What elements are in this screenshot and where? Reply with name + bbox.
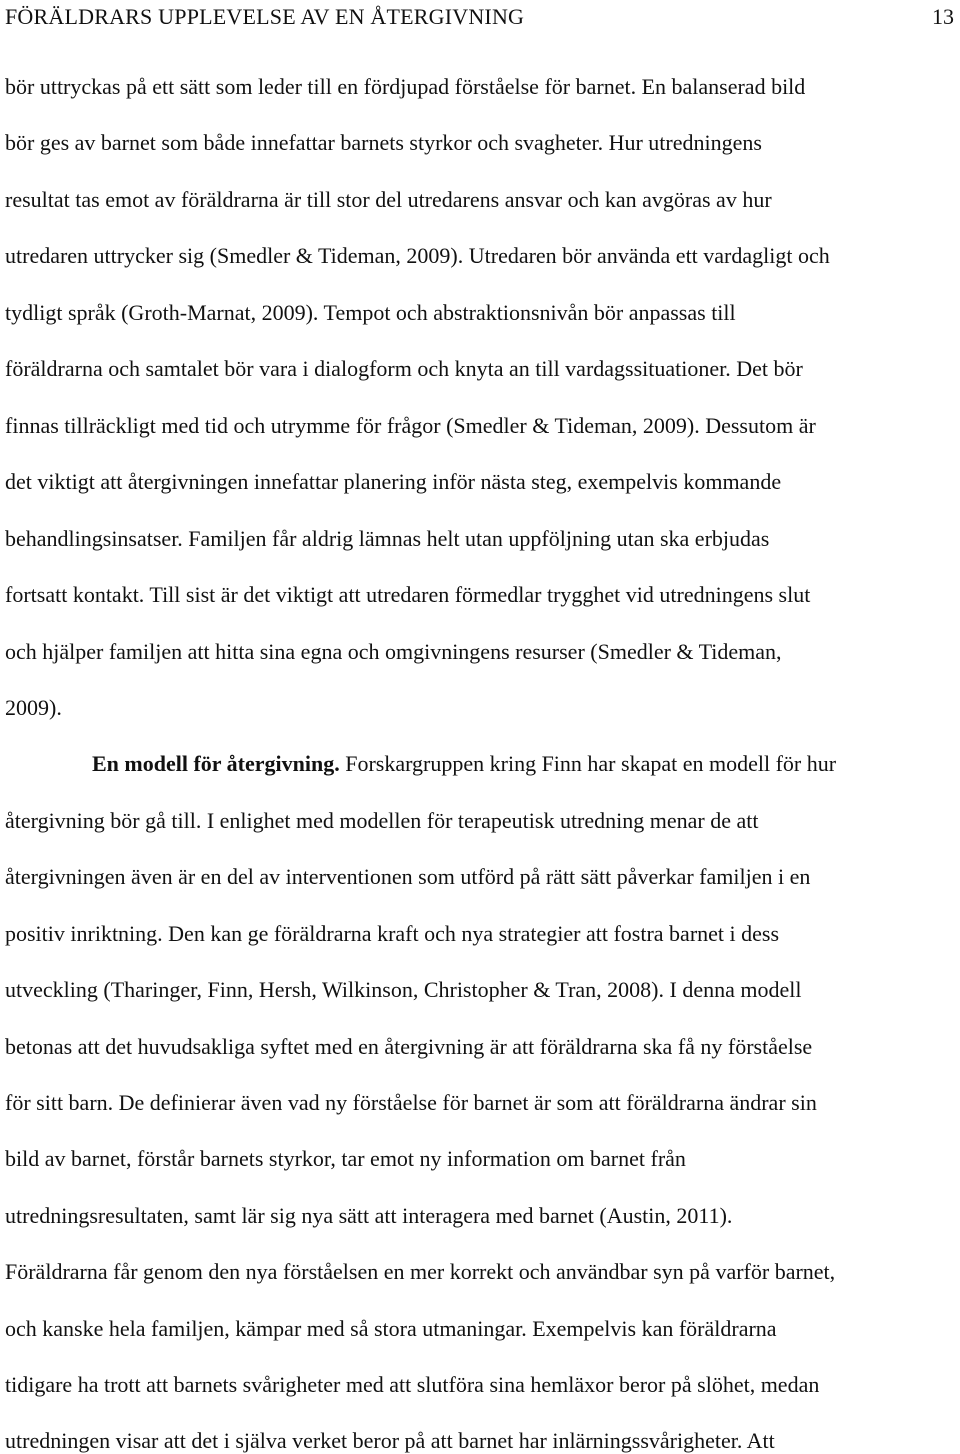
body-line: Föräldrarna får genom den nya förståelsen en mer korrekt och användbar syn på varför barnet,	[5, 1259, 836, 1284]
body-line: utredaren uttrycker sig (Smedler & Tideman, 2009). Utredaren bör använda ett vardagligt och	[5, 243, 830, 268]
body-line: resultat tas emot av föräldrarna är till stor del utredarens ansvar och kan avgöras av hur	[5, 187, 772, 212]
body-line: bild av barnet, förstår barnets styrkor, tar emot ny information om barnet från	[5, 1146, 686, 1171]
body-line: för sitt barn. De definierar även vad ny förståelse för barnet är som att föräldrarna ändrar sin	[5, 1090, 817, 1115]
section-first-line	[92, 751, 836, 777]
running-head: FÖRÄLDRARS UPPLEVELSE AV EN ÅTERGIVNING	[5, 4, 525, 29]
body-line: föräldrarna och samtalet bör vara i dialogform och knyta an till vardagssituationer. Det bör	[5, 356, 803, 381]
body-line: utredningen visar att det i själva verket beror på att barnet har inlärningssvårigheter. Att	[5, 1428, 775, 1453]
body-line: tidigare ha trott att barnets svårigheter med att slutföra sina hemläxor beror på slöhet, medan	[5, 1372, 820, 1397]
body-line: bör uttryckas på ett sätt som leder till en fördjupad förståelse för barnet. En balanserad bild	[5, 74, 806, 99]
section-heading: En modell för återgivning.	[92, 751, 340, 776]
section-first-line-text: Forskargruppen kring Finn har skapat en modell för hur	[339, 751, 837, 776]
body-line: tydligt språk (Groth-Marnat, 2009). Tempot och abstraktionsnivån bör anpassas till	[5, 300, 736, 325]
body-line: behandlingsinsatser. Familjen får aldrig lämnas helt utan uppföljning utan ska erbjudas	[5, 526, 770, 551]
body-line: finnas tillräckligt med tid och utrymme för frågor (Smedler & Tideman, 2009). Dessutom är	[5, 413, 816, 438]
body-line: positiv inriktning. Den kan ge föräldrarna kraft och nya strategier att fostra barnet i dess	[5, 921, 780, 946]
body-line: utredningsresultaten, samt lär sig nya sätt att interagera med barnet (Austin, 2011).	[5, 1203, 733, 1228]
body-line: och hjälper familjen att hitta sina egna och omgivningens resurser (Smedler & Tideman,	[5, 639, 782, 664]
page-number: 13	[932, 4, 954, 29]
body-line: betonas att det huvudsakliga syftet med en återgivning är att föräldrarna ska få ny förståelse	[5, 1034, 813, 1059]
body-line: återgivningen även är en del av interventionen som utförd på rätt sätt påverkar familjen i en	[5, 864, 811, 889]
body-line: 2009).	[5, 695, 62, 720]
body-line: utveckling (Tharinger, Finn, Hersh, Wilkinson, Christopher & Tran, 2008). I denna modell	[5, 977, 802, 1002]
body-line: det viktigt att återgivningen innefattar planering inför nästa steg, exempelvis kommande	[5, 469, 782, 494]
body-line: bör ges av barnet som både innefattar barnets styrkor och svagheter. Hur utredningens	[5, 130, 762, 155]
body-line: fortsatt kontakt. Till sist är det viktigt att utredaren förmedlar trygghet vid utredningens slut	[5, 582, 811, 607]
body-line: och kanske hela familjen, kämpar med så stora utmaningar. Exempelvis kan föräldrarna	[5, 1316, 777, 1341]
body-line: återgivning bör gå till. I enlighet med modellen för terapeutisk utredning menar de att	[5, 808, 759, 833]
